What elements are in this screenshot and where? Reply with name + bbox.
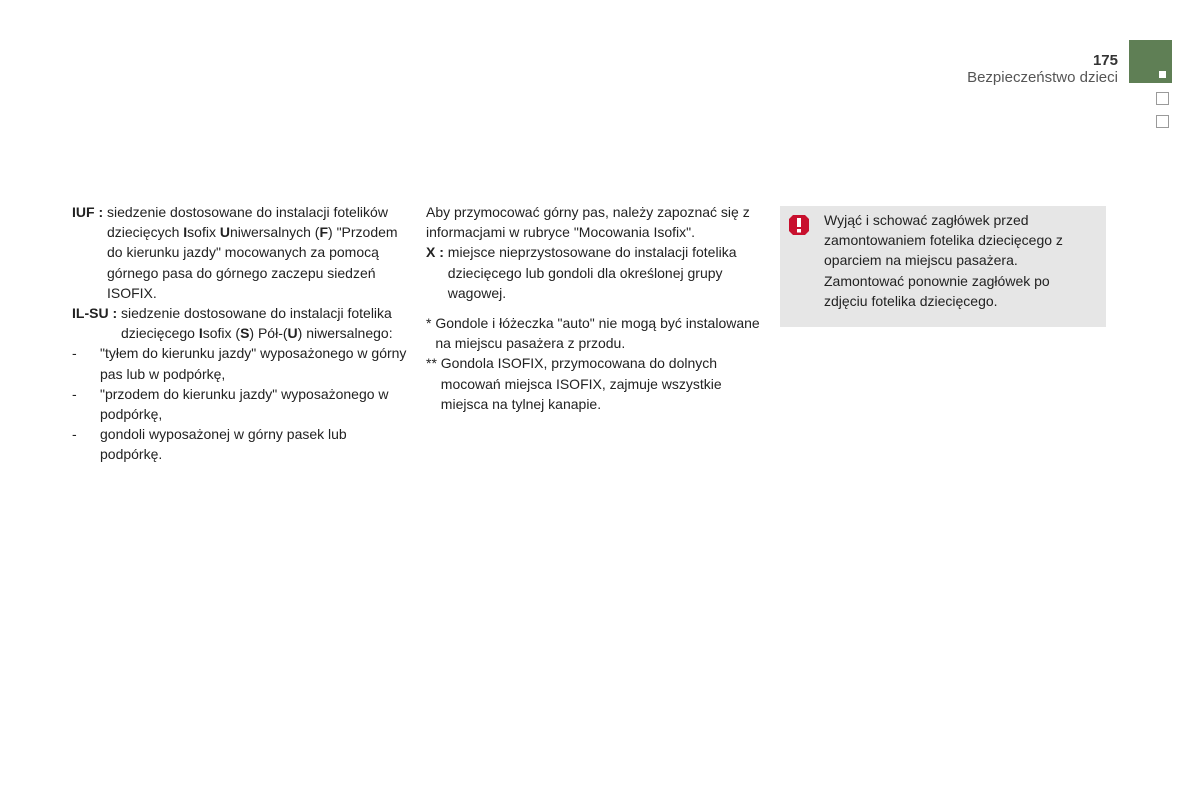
bullet-text: "tyłem do kierunku jazdy" wyposażonego w górny pas lub w podpórkę, [100,345,407,382]
bullet-item [72,384,412,424]
bullet-item [72,343,412,383]
page-number: 175 [1092,52,1118,69]
text-run: ) niwersalnego: [297,325,393,342]
footnote-text: Gondole i łóżeczka "auto" nie mogą być instalowane na miejscu pasażera z przodu. [435,315,760,352]
definition-term: IUF : [72,204,107,220]
text-run: sofix [187,224,220,241]
footnote-mark: ** [426,355,441,372]
text-run: ) "Przodem do kierunku jazdy" mocowanych za pomocą górnego pasa do górnego zaczepu siedzeń ISOFIX. [107,224,398,301]
footnote [426,313,761,353]
warning-text: Wyjąć i schować zagłówek przed zamontowaniem fotelika dziecięcego z oparciem na miejscu pasażera. Zamontować ponownie zagłówek po zdjęciu fotelika dziecięcego. [824,212,1063,309]
bullet-text: "przodem do kierunku jazdy" wyposażonego w podpórkę, [100,385,389,423]
intro-paragraph: Aby przymocować górny pas, należy zapoznać się z informacjami w rubryce "Mocowania Isofix". [426,204,750,241]
definition-iuf [72,202,412,303]
section-title: Bezpieczeństwo dzieci [967,69,1118,86]
text-run: S [240,325,250,342]
definition-term: IL-SU : [72,305,121,322]
text-run: F [319,224,329,241]
chapter-indicator-box [1156,115,1169,128]
column-left [72,202,412,465]
text-run: U [219,224,230,241]
bullet-text: gondoli wyposażonej w górny pasek lub podpórkę. [100,426,347,463]
definition-text [121,303,412,343]
chapter-tab-marker [1159,71,1166,78]
bullet-item [72,424,412,464]
warning-exclamation-icon [788,214,810,236]
text-run: ) Pół-( [249,325,288,342]
footnote [426,353,761,414]
footnote-mark: * [426,315,436,332]
text-run: niwersalnych ( [229,224,320,241]
text-run: sofix ( [202,325,241,342]
text-run: I [183,224,188,241]
chapter-tab [1129,40,1172,83]
text-run: siedzenie dostosowane do instalacji fotelika dziecięcego [121,305,392,342]
text-run: I [198,325,203,342]
definition-text [107,202,412,303]
bullet-dash: - [72,385,77,402]
text-run: siedzenie dostosowane do instalacji fotelików dziecięcych [107,204,388,241]
definition-text: miejsce nieprzystosowane do instalacji fotelika dziecięcego lub gondoli dla określonej grupy wagowej. [447,244,737,301]
text-run: U [287,325,298,342]
column-middle [426,202,761,414]
warning-box [780,206,1106,327]
definition-term: X : [426,244,448,261]
bullet-dash: - [72,426,77,443]
definition-x [426,242,761,303]
bullet-dash: - [72,345,77,362]
definition-il-su [72,303,412,343]
footnote-text: Gondola ISOFIX, przymocowana do dolnych mocowań miejsca ISOFIX, zajmuje wszystkie miejsca na tylnej kanapie. [440,355,722,412]
chapter-indicator-box [1156,92,1169,105]
